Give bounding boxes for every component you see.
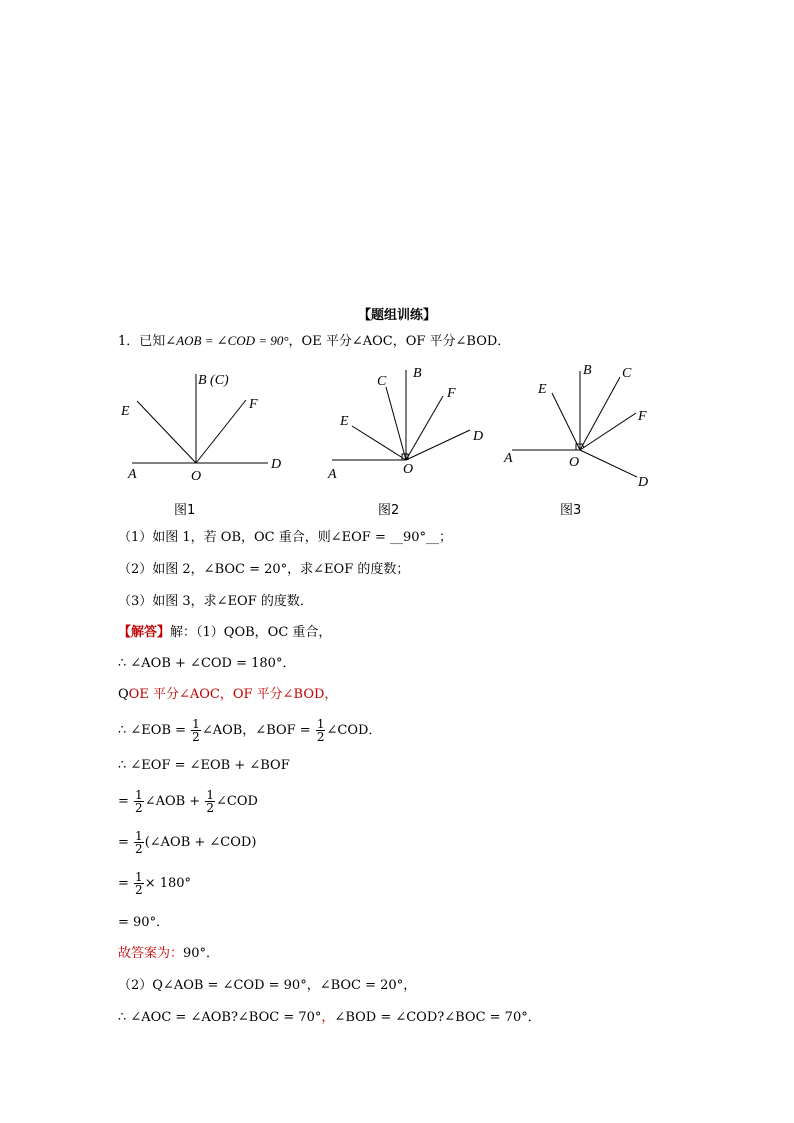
label-f: F: [638, 409, 647, 424]
question-1-text: （1）如图 1，若 OB，OC 重合，则∠EOF = __: [118, 530, 403, 545]
solution-line-12: [118, 1008, 541, 1028]
label-a: A: [128, 467, 137, 482]
solution-line-3-text: OE 平分∠AOC，OF 平分∠BOD，: [128, 687, 338, 702]
label-f: F: [447, 386, 456, 401]
fraction-half: $\frac{1}{2}$: [135, 829, 143, 856]
figure-1: [118, 360, 298, 520]
problem-statement: [118, 331, 510, 352]
ray-of: [196, 400, 246, 463]
label-o: O: [191, 469, 202, 484]
ray-oe: [552, 393, 580, 450]
label-b: B (C): [198, 373, 229, 388]
ray-od: [406, 430, 470, 460]
eob-expr: ∴ ∠EOB =: [118, 723, 187, 738]
aob-term: ∠AOB +: [144, 794, 201, 809]
label-c: C: [377, 374, 387, 389]
fraction-half: $\frac{1}{2}$: [192, 717, 200, 744]
solution-tag: 【解答】: [118, 625, 171, 640]
solution-intro: [118, 623, 331, 643]
question-2: （2）如图 2，∠BOC = 20°，求∠EOF 的度数；: [118, 562, 410, 577]
figure-2-caption: 图2: [378, 503, 400, 518]
statement-rest: ，OE 平分∠AOC，OF 平分∠BOD．: [288, 334, 511, 349]
answer-prefix: 故答案为：: [118, 946, 184, 961]
ray-oc: [580, 377, 620, 450]
sum-term: (∠AOB + ∠COD): [144, 835, 257, 850]
answer-value: 90°．: [183, 946, 220, 961]
solution-line-5: ∴ ∠EOF = ∠EOB + ∠BOF: [118, 758, 290, 773]
solution-intro-text: 解：（1）QOB，OC 重合，: [170, 625, 332, 640]
label-e: E: [538, 382, 547, 397]
label-c: C: [622, 366, 632, 381]
cod-term: ∠COD: [216, 794, 258, 809]
label-b: B: [413, 366, 422, 381]
bod-expr: ∠BOD = ∠COD?∠BOC = 70°．: [334, 1010, 541, 1025]
equals: =: [118, 794, 129, 809]
figure-3-caption: 图3: [560, 503, 582, 518]
fraction-half: $\frac{1}{2}$: [135, 788, 143, 815]
statement-prefix: 已知: [139, 334, 166, 349]
equals: =: [118, 876, 129, 891]
section-heading: 【题组训练】: [357, 308, 436, 323]
ray-oe: [137, 401, 196, 463]
solution-line-7: [118, 828, 256, 858]
label-o: O: [403, 462, 414, 477]
statement-math: ∠AOB = ∠COD = 90°: [165, 333, 289, 348]
label-a: A: [504, 451, 513, 466]
question-3: （3）如图 3，求∠EOF 的度数．: [118, 594, 313, 609]
label-a: A: [328, 467, 337, 482]
problem-number: 1．: [118, 334, 140, 349]
question-1-end: __；: [426, 530, 453, 545]
ray-of: [580, 413, 636, 450]
label-b: B: [583, 363, 592, 378]
comma: ，: [321, 1010, 335, 1025]
label-o: O: [569, 455, 580, 470]
because-symbol: Q: [118, 687, 129, 702]
cod-expr: ∠COD．: [326, 723, 382, 738]
aoc-expr: ∴ ∠AOC = ∠AOB?∠BOC = 70°: [118, 1010, 322, 1025]
solution-line-6: [118, 787, 258, 817]
figure-1-caption: 图1: [174, 503, 196, 518]
ray-of: [406, 396, 443, 460]
ray-od: [580, 450, 637, 477]
fraction-half: $\frac{1}{2}$: [206, 788, 214, 815]
figure-3: [500, 355, 680, 520]
solution-line-10: [118, 944, 219, 964]
question-1-answer: 90°: [402, 530, 427, 545]
solution-line-9: = 90°．: [118, 915, 170, 930]
solution-line-2: ∴ ∠AOB + ∠COD = 180°．: [118, 656, 296, 671]
fraction-half: $\frac{1}{2}$: [316, 717, 325, 744]
times-180: × 180°: [144, 876, 192, 891]
solution-line-3: [118, 685, 337, 705]
label-e: E: [340, 414, 349, 429]
question-1: [118, 528, 452, 548]
figure-2: [322, 360, 502, 520]
fraction-half: $\frac{1}{2}$: [135, 870, 143, 897]
label-d: D: [473, 429, 484, 444]
label-e: E: [121, 404, 130, 419]
label-f: F: [249, 397, 258, 412]
solution-line-4: [118, 716, 381, 746]
label-d: D: [271, 457, 282, 472]
bof-expr: ∠AOB，∠BOF =: [201, 723, 311, 738]
solution-line-11: （2）Q∠AOB = ∠COD = 90°，∠BOC = 20°，: [118, 978, 417, 993]
solution-line-8: [118, 869, 191, 899]
equals: =: [118, 835, 129, 850]
label-d: D: [638, 475, 649, 490]
